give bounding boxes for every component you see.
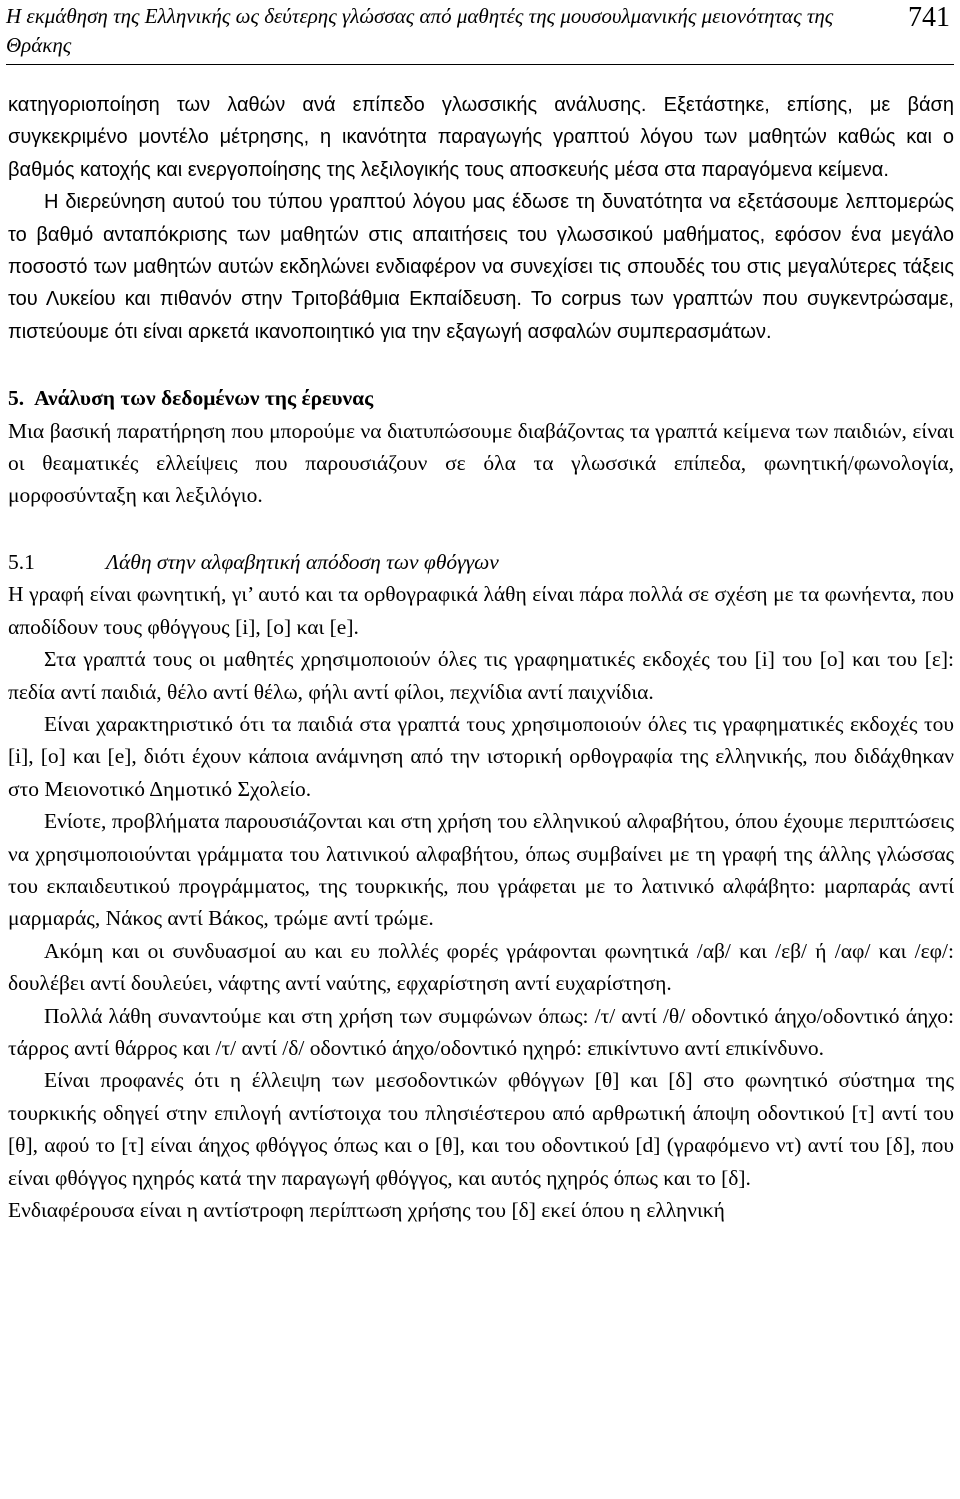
paragraph-9: Πολλά λάθη συναντούμε και στη χρήση των συμφώνων όπως: /τ/ αντί /θ/ οδοντικό άηχο/οδοντικό άηχο: τάρρος αντί θάρρος και /τ/ αντί /δ/ οδοντικό άηχο/οδοντικό ηχηρό: επικίντυνο αντί επικίνδυνο.	[8, 1003, 954, 1060]
paragraph-8: Ακόμη και οι συνδυασμοί αυ και ευ πολλές φορές γράφονται φωνητικά /αβ/ και /εβ/ ή /αφ/ και /εφ/: δουλέβει αντί δουλεύει, νάφτης αντί ναύτης, εφχαρίστηση αντί ευχαρίστηση.	[8, 938, 954, 996]
subsection-heading	[8, 546, 954, 578]
subsection-number: 5.1	[8, 549, 35, 574]
paragraph-7: Ενίοτε, προβλήματα παρουσιάζονται και στη χρήση του ελληνικού αλφαβήτου, όπου έχουμε περιπτώσεις να χρησιμοποιούνται γράμματα του λατινικού αλφαβήτου, όπως συμβαίνει με τη γραφή της άλλης γλώσσας του εκπαιδευτικού προγράμματος, της τουρκικής, που γράφεται με το λατινικό αλφάβητο: μαρπαράς αντί μαρμαράς, Νάκος αντί Βάκος, τρώμε αντί τρώμε.	[8, 809, 954, 931]
section-heading	[8, 382, 954, 414]
section-number: 5.	[8, 386, 25, 411]
header-rule	[6, 64, 954, 65]
page-number: 741	[908, 2, 950, 33]
subsection-title: Λάθη στην αλφαβητική απόδοση των φθόγγων	[106, 549, 499, 574]
running-head: Η εκμάθηση της Ελληνικής ως δεύτερης γλώσσας από μαθητές της μουσουλμανικής μειονότητας της Θράκης	[6, 4, 834, 57]
page-body	[8, 89, 954, 1226]
paragraph-6: Είναι χαρακτηριστικό ότι τα παιδιά στα γραπτά τους χρησιμοποιούν όλες τις γραφηματικές εκδοχές του [i], [o] και [e], διότι έχουν κάποια ανάμνηση από την ιστορική ορθογραφία της ελληνικής, που διδάχθηκαν στο Μειονοτικό Δημοτικό Σχολείο.	[8, 711, 954, 801]
paragraph-1: κατηγοριοποίηση των λαθών ανά επίπεδο γλωσσικής ανάλυσης. Εξετάστηκε, επίσης, με βάση συγκεκριμένο μοντέλο μέτρησης, η ικανότητα παραγωγής γραπτού λόγου των μαθητών καθώς και ο βαθμός κατοχής και ενεργοποίησης της λεξιλογικής τους αποσκευής μέσα στα παραγόμενα κείμενα.	[8, 94, 954, 181]
paragraph-2: Η διερεύνηση αυτού του τύπου γραπτού λόγου μας έδωσε τη δυνατότητα να εξετάσουμε λεπτομερώς το βαθμό ανταπόκρισης των μαθητών στις απαιτήσεις του γλωσσικού μαθήματος, εφόσον ένα μεγάλο ποσοστό των μαθητών αυτών εκδηλώνει ενδιαφέρον να συνεχίσει τις σπουδές του στις μεγαλύτερες τάξεις του Λυκείου και πιθανόν στην Τριτοβάθμια Εκπαίδευση. Το corpus των γραπτών που συγκεντρώσαμε, πιστεύουμε ότι είναι αρκετά ικανοποιητικό για την εξαγωγή ασφαλών συμπερασμάτων.	[8, 191, 954, 343]
paragraph-10: Είναι προφανές ότι η έλλειψη των μεσοδοντικών φθόγγων [θ] και [δ] στο φωνητικό σύστημα της τουρκικής οδηγεί στην επιλογή αντίστοιχα του πλησιέστερου από αρθρωτική άποψη οδοντικού [τ] αντί του [θ], αφού το [τ] είναι άηχος φθόγγος όπως και ο [θ], και του οδοντικού [d] (γραφόμενο ντ) αντί του [δ], που είναι φθόγγος ηχηρός κατά την παραγωγή φθόγγος, και αυτός ηχηρός όπως και το [δ].	[8, 1068, 954, 1190]
paragraph-4: Η γραφή είναι φωνητική, γι’ αυτό και τα ορθογραφικά λάθη είναι πάρα πολλά σε σχέση με τα φωνήεντα, που αποδίδουν τους φθόγγους [i], [o] και [e].	[8, 582, 954, 639]
paragraph-3: Μια βασική παρατήρηση που μπορούμε να διατυπώσουμε διαβάζοντας τα γραπτά κείμενα των παιδιών, είναι οι θεαματικές ελλείψεις που παρουσιάζουν σε όλα τα γλωσσικά επίπεδα, φωνητική/φωνολογία, μορφοσύνταξη και λεξιλόγιο.	[8, 418, 954, 508]
section-title: Ανάλυση των δεδομένων της έρευνας	[34, 386, 374, 411]
page-header	[6, 0, 954, 64]
paragraph-5: Στα γραπτά τους οι μαθητές χρησιμοποιούν όλες τις γραφηματικές εκδοχές του [i] του [o] και του [ε]: πεδία αντί παιδιά, θέλο αντί θέλω, φήλι αντί φίλοι, πεχνίδια αντί παιχνίδια.	[8, 647, 954, 704]
paragraph-11: Ενδιαφέρουσα είναι η αντίστροφη περίπτωση χρήσης του [δ] εκεί όπου η ελληνική	[8, 1198, 725, 1222]
